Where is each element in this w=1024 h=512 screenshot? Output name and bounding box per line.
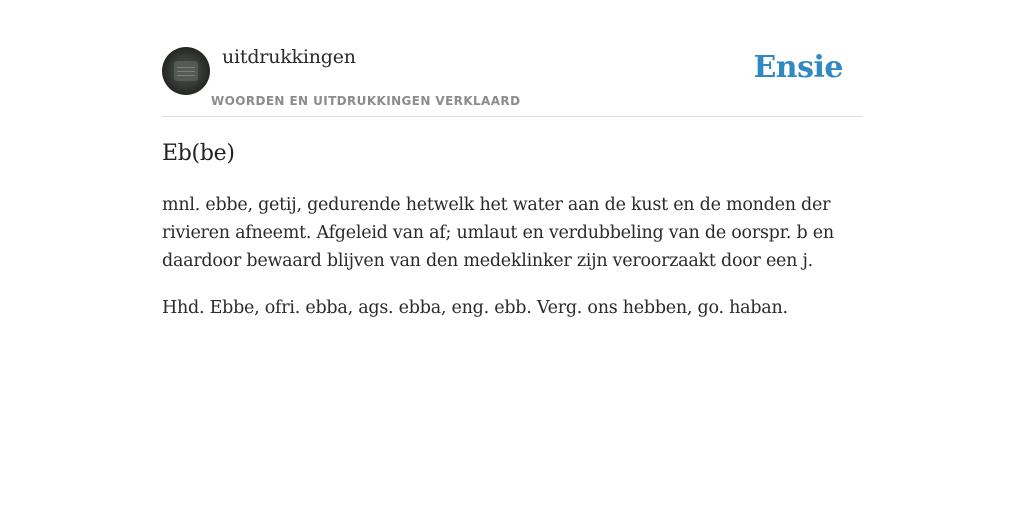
article-paragraph: Hhd. Ebbe, ofri. ebba, ags. ebba, eng. ebb. Verg. ons hebben, go. haban. (162, 298, 788, 318)
avatar[interactable] (162, 47, 210, 95)
site-header (162, 44, 862, 117)
site-name-link[interactable]: uitdrukkingen (222, 46, 356, 68)
avatar-detail (177, 67, 195, 68)
article-title: Eb(be) (162, 141, 235, 166)
site-tagline: WOORDEN EN UITDRUKKINGEN VERKLAARD (211, 94, 521, 108)
ensie-logo-link[interactable]: Ensie (753, 50, 843, 85)
article (162, 138, 862, 322)
article-paragraph: mnl. ebbe, getij, gedurende hetwelk het water aan de kust en de monden der rivieren afneemt. Afgeleid van af; umlaut en verdubbeling van de oorspr. b en daardoor bewaard blijven van den medeklinker zijn veroorzaakt door een j. (162, 195, 834, 271)
avatar-detail (177, 71, 195, 72)
avatar-detail (177, 75, 195, 76)
